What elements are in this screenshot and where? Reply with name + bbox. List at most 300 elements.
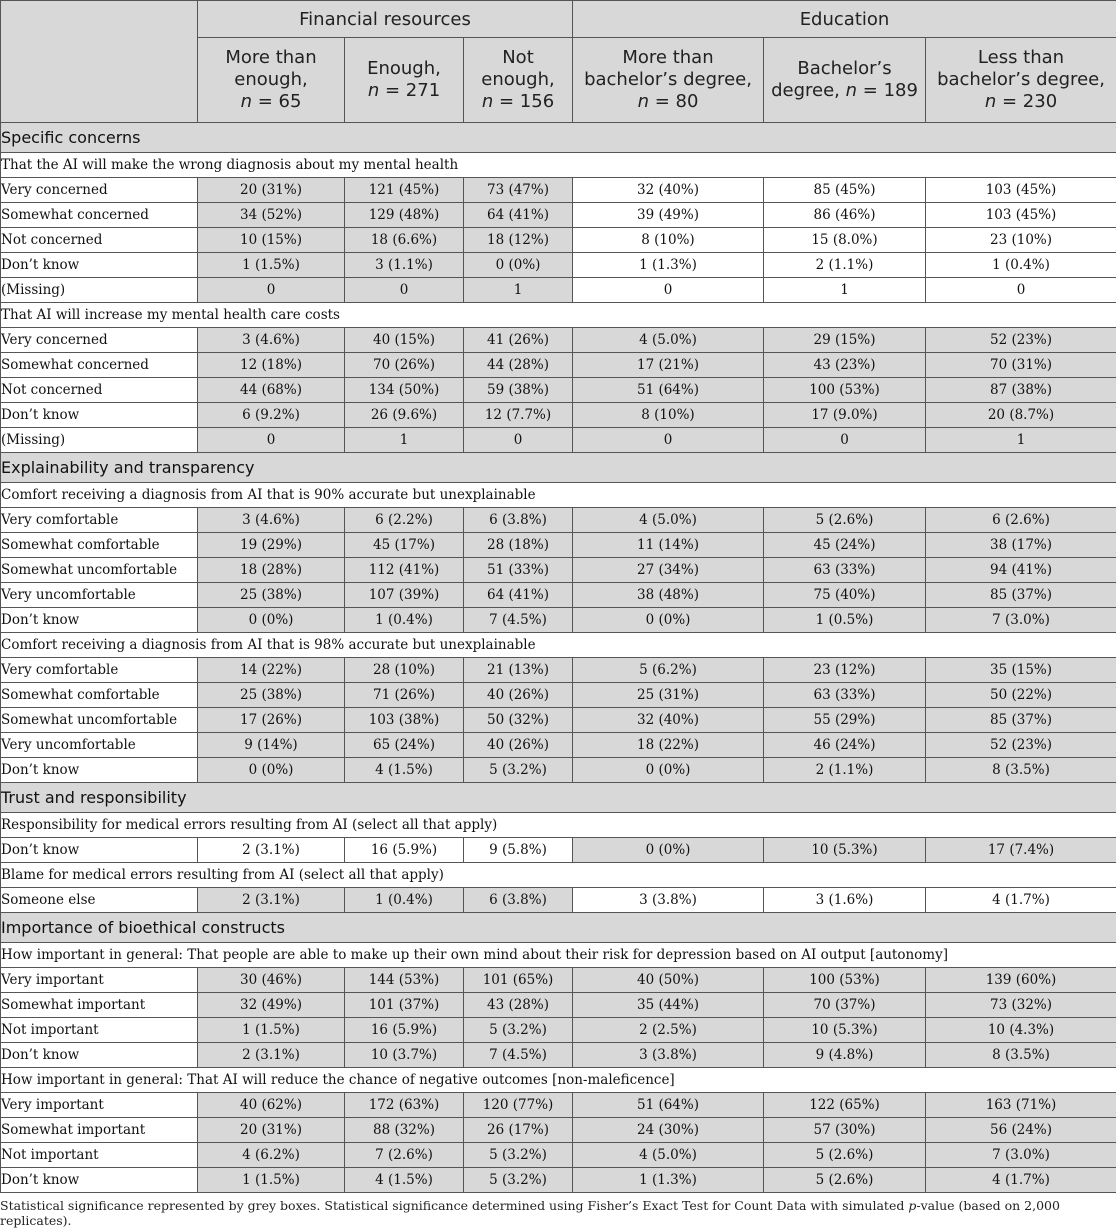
table-cell: 1 (1.5%)	[198, 1168, 345, 1193]
table-cell: 1 (1.5%)	[198, 1018, 345, 1043]
table-cell: 51 (64%)	[573, 1093, 764, 1118]
row-label: Not important	[1, 1018, 198, 1043]
table-cell: 0	[345, 278, 464, 303]
column-header-line: More than	[622, 47, 713, 68]
question-text: Comfort receiving a diagnosis from AI that is 98% accurate but unexplainable	[1, 633, 1116, 658]
table-row	[1, 838, 1116, 863]
table-cell: 9 (14%)	[198, 733, 345, 758]
table-cell: 87 (38%)	[926, 378, 1116, 403]
row-label: Very concerned	[1, 178, 198, 203]
table-cell: 101 (37%)	[345, 993, 464, 1018]
table-cell: 103 (45%)	[926, 203, 1116, 228]
table-cell: 85 (37%)	[926, 708, 1116, 733]
column-header-line: Less than	[978, 47, 1064, 68]
table-cell: 3 (4.6%)	[198, 508, 345, 533]
question-text: That the AI will make the wrong diagnosis about my mental health	[1, 153, 1116, 178]
row-label: Very important	[1, 1093, 198, 1118]
table-cell: 112 (41%)	[345, 558, 464, 583]
table-cell: 18 (12%)	[464, 228, 573, 253]
table-cell: 41 (26%)	[464, 328, 573, 353]
table-cell: 32 (40%)	[573, 178, 764, 203]
table-cell: 3 (4.6%)	[198, 328, 345, 353]
table-cell: 134 (50%)	[345, 378, 464, 403]
table-cell: 1 (0.5%)	[764, 608, 926, 633]
table-cell: 1 (1.5%)	[198, 253, 345, 278]
table-cell: 6 (2.2%)	[345, 508, 464, 533]
table-cell: 172 (63%)	[345, 1093, 464, 1118]
table-cell: 35 (15%)	[926, 658, 1116, 683]
table-row	[1, 658, 1116, 683]
table-cell: 64 (41%)	[464, 583, 573, 608]
row-label: Don’t know	[1, 1043, 198, 1068]
table-cell: 38 (48%)	[573, 583, 764, 608]
table-cell: 24 (30%)	[573, 1118, 764, 1143]
table-cell: 3 (3.8%)	[573, 888, 764, 913]
column-header	[573, 38, 764, 123]
table-cell: 0 (0%)	[573, 758, 764, 783]
table-cell: 40 (26%)	[464, 733, 573, 758]
table-cell: 55 (29%)	[764, 708, 926, 733]
table-cell: 75 (40%)	[764, 583, 926, 608]
table-cell: 30 (46%)	[198, 968, 345, 993]
table-cell: 100 (53%)	[764, 968, 926, 993]
table-cell: 73 (47%)	[464, 178, 573, 203]
question-text: How important in general: That AI will reduce the chance of negative outcomes [non-maleficence]	[1, 1068, 1116, 1093]
table-cell: 25 (38%)	[198, 583, 345, 608]
table-row	[1, 178, 1116, 203]
table-cell: 6 (9.2%)	[198, 403, 345, 428]
table-cell: 17 (7.4%)	[926, 838, 1116, 863]
table-cell: 88 (32%)	[345, 1118, 464, 1143]
table-cell: 26 (17%)	[464, 1118, 573, 1143]
row-label: Somewhat important	[1, 1118, 198, 1143]
table-cell: 1	[464, 278, 573, 303]
table-cell: 5 (2.6%)	[764, 1143, 926, 1168]
table-cell: 51 (33%)	[464, 558, 573, 583]
table-row	[1, 353, 1116, 378]
column-header-count: = 80	[655, 91, 699, 112]
table-cell: 101 (65%)	[464, 968, 573, 993]
table-cell: 20 (31%)	[198, 1118, 345, 1143]
table-cell: 16 (5.9%)	[345, 838, 464, 863]
row-label: Very comfortable	[1, 508, 198, 533]
table-cell: 52 (23%)	[926, 733, 1116, 758]
table-row	[1, 328, 1116, 353]
table-cell: 139 (60%)	[926, 968, 1116, 993]
table-header	[1, 1, 1116, 123]
table-cell: 45 (17%)	[345, 533, 464, 558]
group-header-education: Education	[573, 1, 1116, 38]
column-header-n-symbol: n	[846, 80, 857, 101]
table-cell: 12 (18%)	[198, 353, 345, 378]
row-label: Somewhat uncomfortable	[1, 708, 198, 733]
table-cell: 12 (7.7%)	[464, 403, 573, 428]
table-cell: 43 (23%)	[764, 353, 926, 378]
table-cell: 3 (3.8%)	[573, 1043, 764, 1068]
table-cell: 19 (29%)	[198, 533, 345, 558]
table-cell: 15 (8.0%)	[764, 228, 926, 253]
section-title: Explainability and transparency	[1, 453, 1116, 483]
table-cell: 35 (44%)	[573, 993, 764, 1018]
table-cell: 103 (45%)	[926, 178, 1116, 203]
row-label: Somewhat concerned	[1, 353, 198, 378]
table-cell: 10 (15%)	[198, 228, 345, 253]
table-row	[1, 403, 1116, 428]
table-cell: 6 (2.6%)	[926, 508, 1116, 533]
table-cell: 144 (53%)	[345, 968, 464, 993]
section-row	[1, 913, 1116, 943]
question-text: Comfort receiving a diagnosis from AI that is 90% accurate but unexplainable	[1, 483, 1116, 508]
table-cell: 85 (37%)	[926, 583, 1116, 608]
table-row	[1, 1168, 1116, 1193]
table-cell: 100 (53%)	[764, 378, 926, 403]
table-cell: 0 (0%)	[198, 608, 345, 633]
column-header-count: = 230	[1002, 91, 1057, 112]
question-row	[1, 1068, 1116, 1093]
table-cell: 73 (32%)	[926, 993, 1116, 1018]
table-cell: 18 (22%)	[573, 733, 764, 758]
section-row	[1, 123, 1116, 153]
row-label: Don’t know	[1, 403, 198, 428]
table-cell: 7 (3.0%)	[926, 608, 1116, 633]
table-cell: 5 (3.2%)	[464, 1143, 573, 1168]
table-cell: 5 (3.2%)	[464, 1018, 573, 1043]
table-cell: 8 (10%)	[573, 403, 764, 428]
table-cell: 0	[764, 428, 926, 453]
table-cell: 63 (33%)	[764, 683, 926, 708]
table-cell: 32 (40%)	[573, 708, 764, 733]
table-row	[1, 888, 1116, 913]
row-label: Very concerned	[1, 328, 198, 353]
table-cell: 4 (6.2%)	[198, 1143, 345, 1168]
column-header-n-symbol: n	[985, 91, 996, 112]
table-cell: 120 (77%)	[464, 1093, 573, 1118]
table-cell: 2 (1.1%)	[764, 758, 926, 783]
table-cell: 9 (4.8%)	[764, 1043, 926, 1068]
table-cell: 23 (10%)	[926, 228, 1116, 253]
table-cell: 46 (24%)	[764, 733, 926, 758]
table-cell: 1 (0.4%)	[345, 608, 464, 633]
table-cell: 4 (5.0%)	[573, 328, 764, 353]
table-cell: 17 (9.0%)	[764, 403, 926, 428]
table-cell: 10 (5.3%)	[764, 838, 926, 863]
row-label: Not concerned	[1, 378, 198, 403]
table-cell: 1	[764, 278, 926, 303]
column-header	[926, 38, 1116, 123]
table-cell: 10 (4.3%)	[926, 1018, 1116, 1043]
row-label: Somewhat comfortable	[1, 683, 198, 708]
table-row	[1, 683, 1116, 708]
section-title: Trust and responsibility	[1, 783, 1116, 813]
table-cell: 44 (28%)	[464, 353, 573, 378]
table-cell: 0	[573, 278, 764, 303]
table-cell: 5 (6.2%)	[573, 658, 764, 683]
footnote-text: Statistical significance represented by grey boxes. Statistical significance determined using Fisher’s Exact Test for Count Data with simulated	[0, 1198, 908, 1213]
column-header-line: degree,	[771, 80, 840, 101]
table-row	[1, 733, 1116, 758]
table-cell: 0 (0%)	[573, 838, 764, 863]
table-cell: 0 (0%)	[464, 253, 573, 278]
table-cell: 27 (34%)	[573, 558, 764, 583]
section-title: Specific concerns	[1, 123, 1116, 153]
table-cell: 65 (24%)	[345, 733, 464, 758]
column-header-n-symbol: n	[368, 80, 379, 101]
table-cell: 4 (1.5%)	[345, 1168, 464, 1193]
table-cell: 21 (13%)	[464, 658, 573, 683]
table-cell: 6 (3.8%)	[464, 508, 573, 533]
table-cell: 8 (3.5%)	[926, 1043, 1116, 1068]
table-row	[1, 583, 1116, 608]
question-row	[1, 153, 1116, 178]
table-cell: 2 (1.1%)	[764, 253, 926, 278]
table-cell: 121 (45%)	[345, 178, 464, 203]
table-cell: 38 (17%)	[926, 533, 1116, 558]
row-label: Somewhat concerned	[1, 203, 198, 228]
footnote-p-symbol: p	[908, 1198, 916, 1213]
table-cell: 70 (26%)	[345, 353, 464, 378]
table-cell: 7 (4.5%)	[464, 1043, 573, 1068]
table-cell: 20 (8.7%)	[926, 403, 1116, 428]
table-cell: 2 (3.1%)	[198, 1043, 345, 1068]
table-cell: 0 (0%)	[573, 608, 764, 633]
row-label: Very uncomfortable	[1, 583, 198, 608]
table-cell: 3 (1.1%)	[345, 253, 464, 278]
table-cell: 9 (5.8%)	[464, 838, 573, 863]
table-cell: 50 (32%)	[464, 708, 573, 733]
table-row	[1, 203, 1116, 228]
table-cell: 50 (22%)	[926, 683, 1116, 708]
column-header-n-symbol: n	[482, 91, 493, 112]
table-body	[1, 123, 1116, 1193]
table-cell: 45 (24%)	[764, 533, 926, 558]
table-row	[1, 558, 1116, 583]
table-cell: 4 (1.7%)	[926, 888, 1116, 913]
column-header-line: More than	[225, 47, 316, 68]
table-cell: 2 (3.1%)	[198, 838, 345, 863]
table-cell: 0	[198, 428, 345, 453]
table-cell: 7 (3.0%)	[926, 1143, 1116, 1168]
table-cell: 103 (38%)	[345, 708, 464, 733]
table-cell: 1 (1.3%)	[573, 253, 764, 278]
table-cell: 10 (5.3%)	[764, 1018, 926, 1043]
table-cell: 4 (1.5%)	[345, 758, 464, 783]
column-header-count: = 65	[258, 91, 302, 112]
question-text: Blame for medical errors resulting from AI (select all that apply)	[1, 863, 1116, 888]
table-cell: 26 (9.6%)	[345, 403, 464, 428]
column-header-line: bachelor’s degree,	[937, 69, 1105, 90]
table-cell: 70 (37%)	[764, 993, 926, 1018]
table-row	[1, 228, 1116, 253]
column-header-line: Bachelor’s	[797, 58, 891, 79]
footnote	[0, 1198, 1116, 1228]
column-header	[345, 38, 464, 123]
row-label: Very uncomfortable	[1, 733, 198, 758]
column-header	[198, 38, 345, 123]
table-cell: 70 (31%)	[926, 353, 1116, 378]
table-cell: 17 (26%)	[198, 708, 345, 733]
table-cell: 1 (1.3%)	[573, 1168, 764, 1193]
table-row	[1, 428, 1116, 453]
table-cell: 16 (5.9%)	[345, 1018, 464, 1043]
row-label: Don’t know	[1, 608, 198, 633]
table-cell: 7 (2.6%)	[345, 1143, 464, 1168]
row-label: Very comfortable	[1, 658, 198, 683]
table-row	[1, 608, 1116, 633]
table-cell: 94 (41%)	[926, 558, 1116, 583]
table-cell: 63 (33%)	[764, 558, 926, 583]
table-row	[1, 968, 1116, 993]
row-label: (Missing)	[1, 278, 198, 303]
table-cell: 57 (30%)	[764, 1118, 926, 1143]
table-cell: 23 (12%)	[764, 658, 926, 683]
row-label: (Missing)	[1, 428, 198, 453]
column-header-n-symbol: n	[638, 91, 649, 112]
header-corner	[1, 1, 198, 123]
group-header-financial: Financial resources	[198, 1, 573, 38]
table-cell: 5 (3.2%)	[464, 1168, 573, 1193]
table-cell: 8 (10%)	[573, 228, 764, 253]
question-text: That AI will increase my mental health care costs	[1, 303, 1116, 328]
table-cell: 18 (28%)	[198, 558, 345, 583]
section-title: Importance of bioethical constructs	[1, 913, 1116, 943]
table-cell: 85 (45%)	[764, 178, 926, 203]
table-cell: 1	[345, 428, 464, 453]
table-cell: 107 (39%)	[345, 583, 464, 608]
row-label: Not important	[1, 1143, 198, 1168]
table-cell: 11 (14%)	[573, 533, 764, 558]
table-cell: 25 (31%)	[573, 683, 764, 708]
table-cell: 5 (2.6%)	[764, 1168, 926, 1193]
question-row	[1, 633, 1116, 658]
table-row	[1, 993, 1116, 1018]
column-header-line: Enough,	[367, 58, 441, 79]
row-label: Somewhat important	[1, 993, 198, 1018]
row-label: Don’t know	[1, 1168, 198, 1193]
table-cell: 7 (4.5%)	[464, 608, 573, 633]
table-cell: 10 (3.7%)	[345, 1043, 464, 1068]
table-cell: 3 (1.6%)	[764, 888, 926, 913]
column-header-line: enough,	[481, 69, 554, 90]
table-cell: 86 (46%)	[764, 203, 926, 228]
table-cell: 0	[464, 428, 573, 453]
table-cell: 28 (10%)	[345, 658, 464, 683]
table-row	[1, 758, 1116, 783]
column-header	[764, 38, 926, 123]
row-label: Someone else	[1, 888, 198, 913]
table-row	[1, 1093, 1116, 1118]
column-header-count: = 271	[385, 80, 440, 101]
table-cell: 122 (65%)	[764, 1093, 926, 1118]
question-row	[1, 863, 1116, 888]
table-cell: 40 (50%)	[573, 968, 764, 993]
table-row	[1, 533, 1116, 558]
row-label: Somewhat uncomfortable	[1, 558, 198, 583]
table-cell: 17 (21%)	[573, 353, 764, 378]
table-cell: 163 (71%)	[926, 1093, 1116, 1118]
row-label: Don’t know	[1, 838, 198, 863]
row-label: Don’t know	[1, 253, 198, 278]
table-cell: 40 (62%)	[198, 1093, 345, 1118]
question-row	[1, 483, 1116, 508]
table-cell: 29 (15%)	[764, 328, 926, 353]
table-row	[1, 508, 1116, 533]
footnote-text-end: -value (based on 2,000 replicates).	[0, 1198, 1060, 1228]
table-cell: 4 (5.0%)	[573, 508, 764, 533]
table-cell: 64 (41%)	[464, 203, 573, 228]
table-cell: 59 (38%)	[464, 378, 573, 403]
table-cell: 5 (3.2%)	[464, 758, 573, 783]
table-cell: 25 (38%)	[198, 683, 345, 708]
column-header-count: = 156	[499, 91, 554, 112]
table-cell: 0	[926, 278, 1116, 303]
table-cell: 4 (5.0%)	[573, 1143, 764, 1168]
column-header-line: enough,	[234, 69, 307, 90]
question-row	[1, 303, 1116, 328]
table-cell: 6 (3.8%)	[464, 888, 573, 913]
table-row	[1, 1143, 1116, 1168]
table-cell: 34 (52%)	[198, 203, 345, 228]
table-cell: 32 (49%)	[198, 993, 345, 1018]
table-cell: 2 (2.5%)	[573, 1018, 764, 1043]
table-row	[1, 378, 1116, 403]
table-cell: 71 (26%)	[345, 683, 464, 708]
row-label: Don’t know	[1, 758, 198, 783]
table-cell: 28 (18%)	[464, 533, 573, 558]
table-cell: 0	[573, 428, 764, 453]
table-row	[1, 1118, 1116, 1143]
column-header-line: bachelor’s degree,	[584, 69, 752, 90]
table-cell: 40 (15%)	[345, 328, 464, 353]
table-cell: 0 (0%)	[198, 758, 345, 783]
question-row	[1, 943, 1116, 968]
table-cell: 4 (1.7%)	[926, 1168, 1116, 1193]
column-header-n-symbol: n	[241, 91, 252, 112]
section-row	[1, 783, 1116, 813]
column-header-line: Not	[502, 47, 534, 68]
question-row	[1, 813, 1116, 838]
section-row	[1, 453, 1116, 483]
table-row	[1, 278, 1116, 303]
table-cell: 56 (24%)	[926, 1118, 1116, 1143]
table-row	[1, 253, 1116, 278]
table-cell: 18 (6.6%)	[345, 228, 464, 253]
table-row	[1, 708, 1116, 733]
table-cell: 40 (26%)	[464, 683, 573, 708]
table-cell: 0	[198, 278, 345, 303]
table-cell: 14 (22%)	[198, 658, 345, 683]
table-cell: 39 (49%)	[573, 203, 764, 228]
table-cell: 43 (28%)	[464, 993, 573, 1018]
row-label: Very important	[1, 968, 198, 993]
table-cell: 44 (68%)	[198, 378, 345, 403]
table-cell: 129 (48%)	[345, 203, 464, 228]
table-cell: 2 (3.1%)	[198, 888, 345, 913]
table-cell: 5 (2.6%)	[764, 508, 926, 533]
table-cell: 1	[926, 428, 1116, 453]
table-row	[1, 1043, 1116, 1068]
question-text: How important in general: That people are able to make up their own mind about their risk for depression based on AI output [autonomy]	[1, 943, 1116, 968]
table-cell: 52 (23%)	[926, 328, 1116, 353]
table-cell: 20 (31%)	[198, 178, 345, 203]
row-label: Not concerned	[1, 228, 198, 253]
table-cell: 1 (0.4%)	[345, 888, 464, 913]
table-cell: 51 (64%)	[573, 378, 764, 403]
table-row	[1, 1018, 1116, 1043]
question-text: Responsibility for medical errors resulting from AI (select all that apply)	[1, 813, 1116, 838]
table-cell: 8 (3.5%)	[926, 758, 1116, 783]
column-header-count: = 189	[863, 80, 918, 101]
row-label: Somewhat comfortable	[1, 533, 198, 558]
